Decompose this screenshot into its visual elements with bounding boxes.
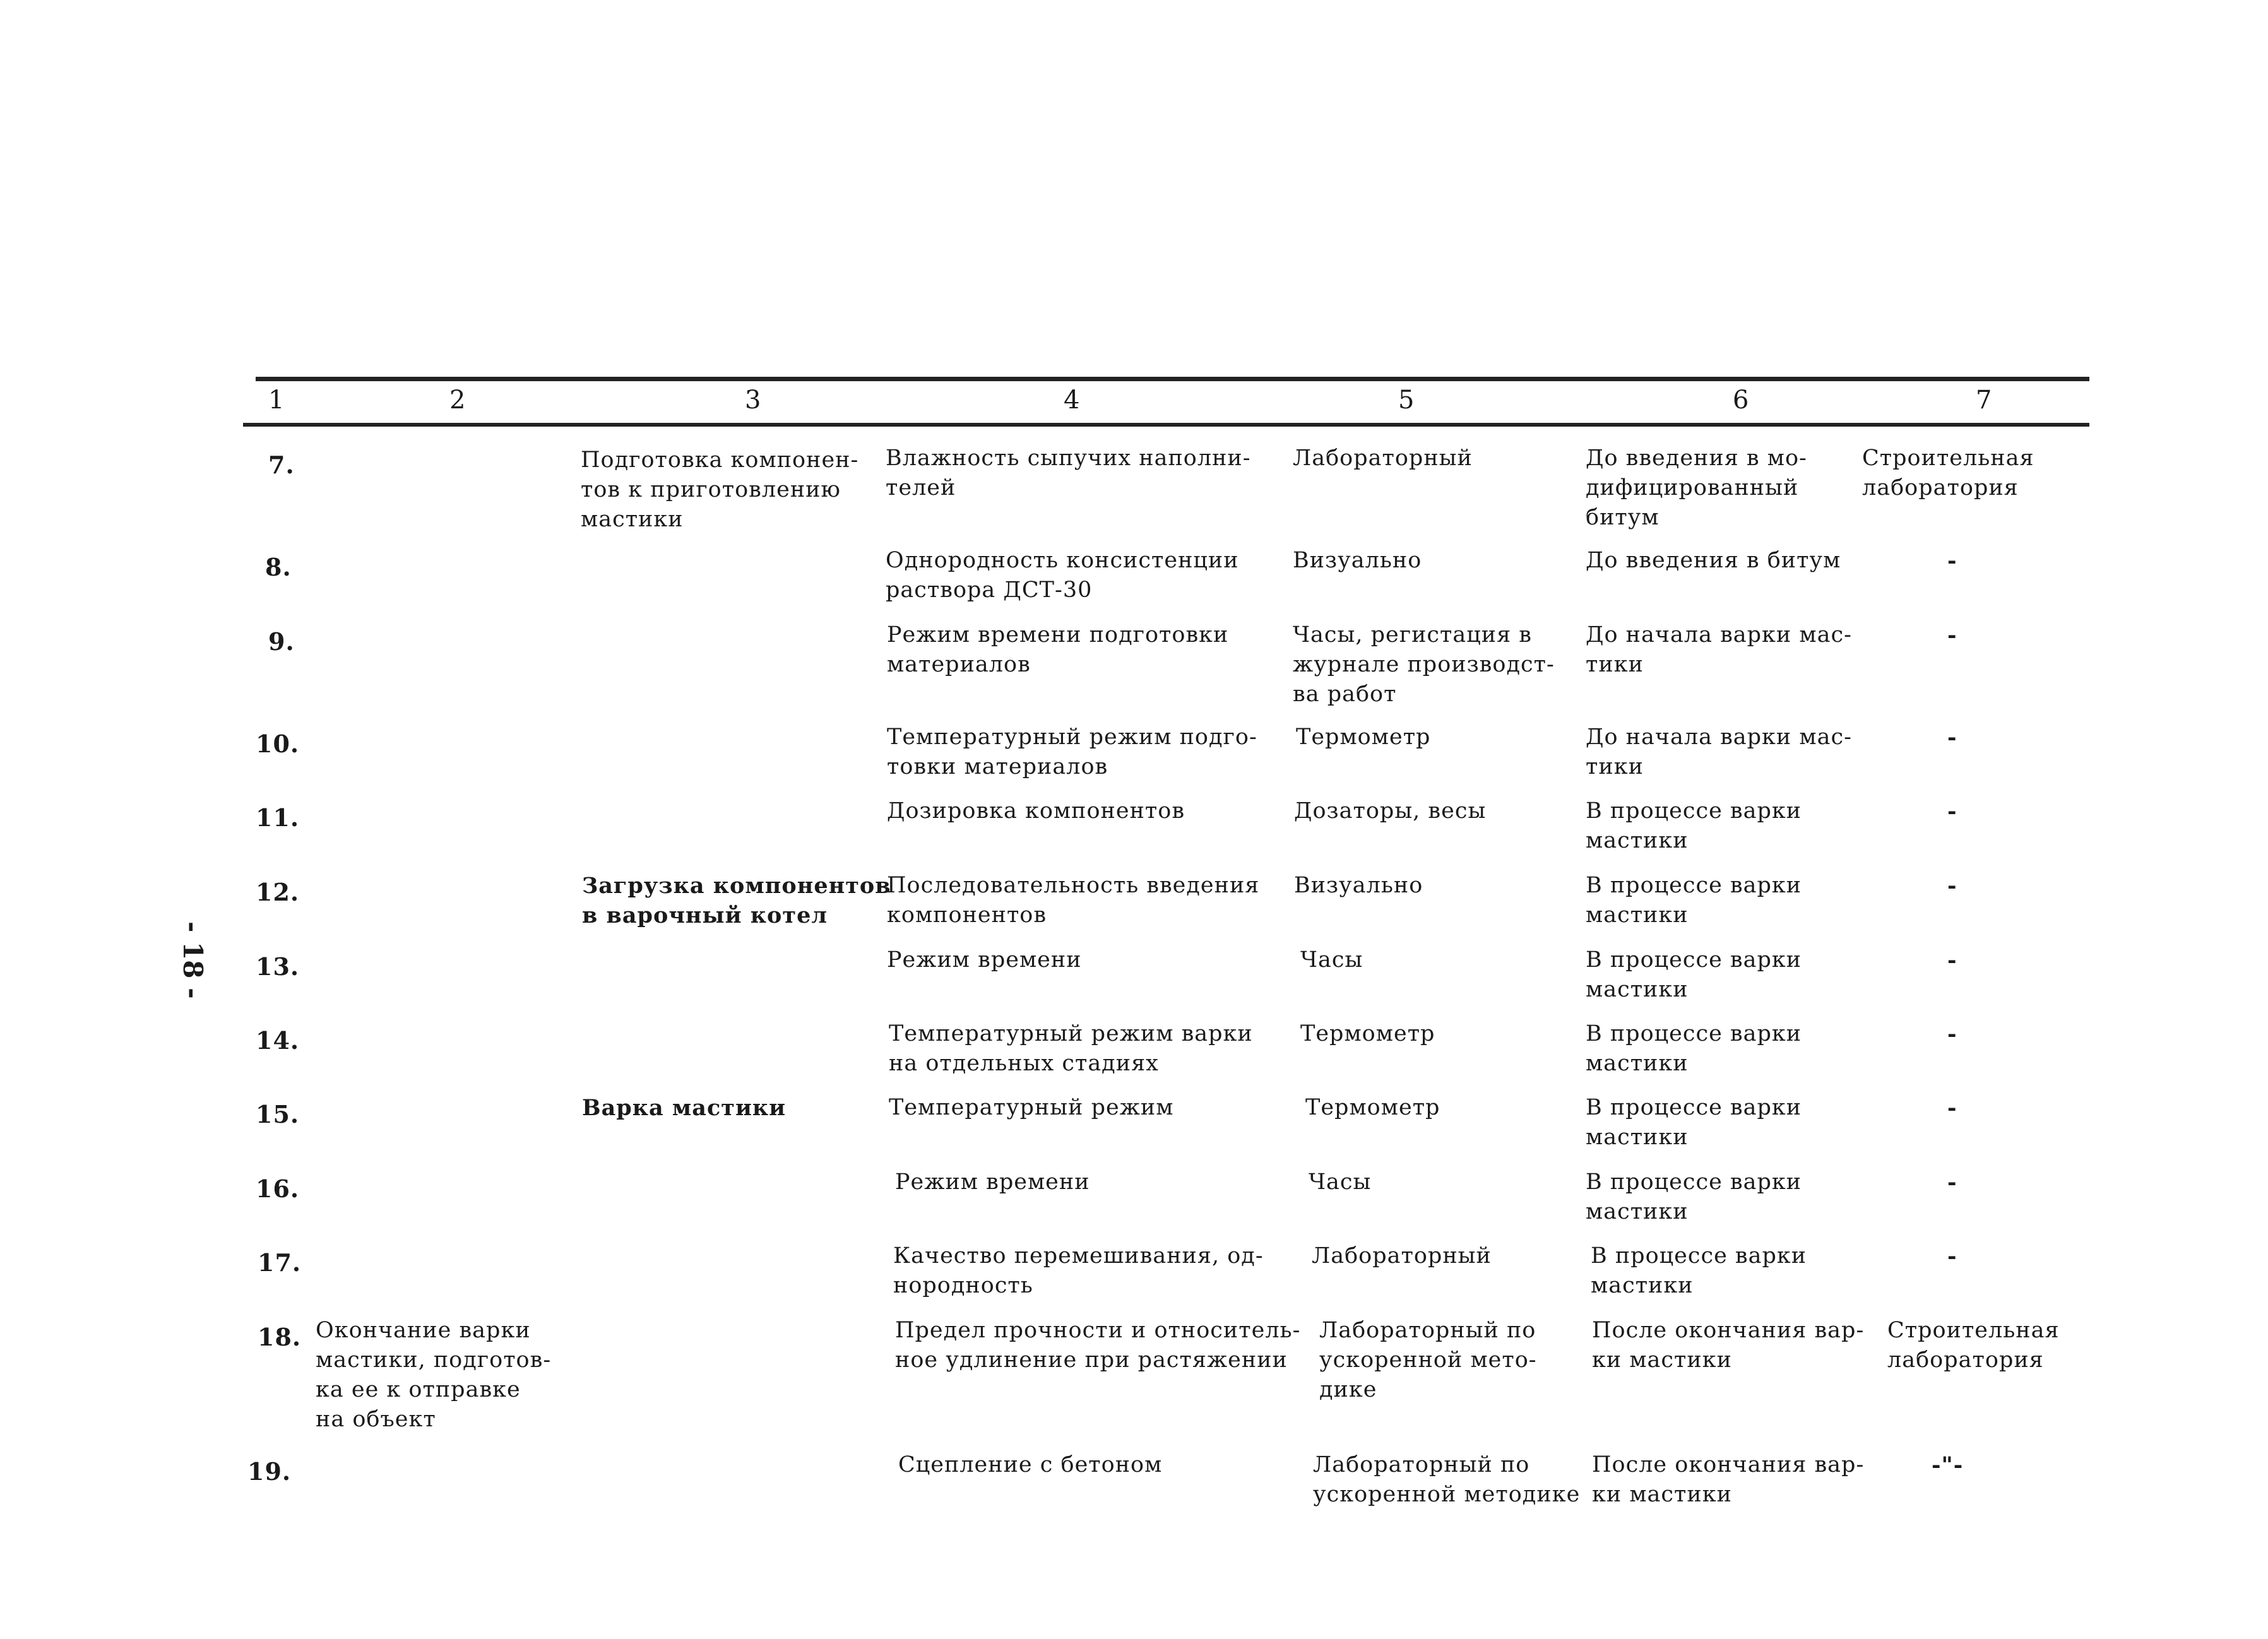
timing-cell: До введения в мо- дифицированный битум bbox=[1586, 446, 1807, 530]
column-header-3: 3 bbox=[745, 386, 761, 415]
timing-cell: В процессе варки мастики bbox=[1591, 1243, 1807, 1298]
method-cell: Визуально bbox=[1294, 873, 1423, 898]
responsible-cell: - bbox=[1947, 947, 1957, 973]
method-cell: Часы bbox=[1300, 947, 1363, 973]
parameter-cell: Температурный режим варки на отдельных стадиях bbox=[889, 1021, 1253, 1076]
column-header-1: 1 bbox=[268, 386, 285, 415]
timing-cell: В процессе варки мастики bbox=[1586, 1169, 1802, 1224]
method-cell: Термометр bbox=[1305, 1095, 1440, 1120]
responsible-cell: - bbox=[1947, 798, 1957, 824]
parameter-cell: Последовательность введения компонентов bbox=[887, 873, 1260, 928]
responsible-cell: - bbox=[1947, 725, 1957, 750]
row-number: 14. bbox=[256, 1026, 300, 1055]
parameter-cell: Однородность консистенции раствора ДСТ-30 bbox=[886, 548, 1239, 603]
timing-cell: В процессе варки мастики bbox=[1586, 1021, 1802, 1076]
parameter-cell: Режим времени подготовки материалов bbox=[887, 622, 1229, 677]
row-number: 19. bbox=[247, 1457, 292, 1486]
timing-cell: В процессе варки мастики bbox=[1586, 873, 1802, 928]
timing-cell: В процессе варки мастики bbox=[1586, 947, 1802, 1002]
method-cell: Дозаторы, весы bbox=[1294, 798, 1487, 824]
row-number: 13. bbox=[256, 952, 300, 981]
parameter-cell: Режим времени bbox=[887, 947, 1082, 973]
stage-cell: Загрузка компонентов в варочный котел bbox=[582, 873, 891, 928]
row-number: 7. bbox=[268, 451, 295, 479]
timing-cell: После окончания вар- ки мастики bbox=[1592, 1452, 1865, 1507]
method-cell: Визуально bbox=[1293, 548, 1422, 573]
parameter-cell: Температурный режим bbox=[889, 1095, 1174, 1120]
method-cell: Лабораторный по ускоренной методике bbox=[1313, 1452, 1581, 1507]
responsible-cell: Строительная лаборатория bbox=[1887, 1318, 2060, 1373]
column-header-6: 6 bbox=[1733, 386, 1749, 415]
parameter-cell: Влажность сыпучих наполни- телей bbox=[886, 446, 1251, 500]
row-number: 12. bbox=[256, 878, 300, 906]
stage-cell: Подготовка компонен- тов к приготовлению мастики bbox=[581, 447, 859, 532]
column-header-7: 7 bbox=[1976, 386, 1992, 415]
operation-cell: Окончание варки мастики, подготов- ка ее к отправке на объект bbox=[316, 1318, 552, 1432]
responsible-cell: - bbox=[1947, 1169, 1957, 1195]
method-cell: Часы, регистация в журнале производст- ва работ bbox=[1293, 622, 1555, 707]
method-cell: Лабораторный по ускоренной мето- дике bbox=[1319, 1318, 1537, 1402]
method-cell: Термометр bbox=[1300, 1021, 1435, 1046]
responsible-cell: - bbox=[1947, 1021, 1957, 1047]
row-number: 17. bbox=[258, 1248, 302, 1277]
method-cell: Лабораторный bbox=[1312, 1243, 1492, 1269]
responsible-cell: Строительная лаборатория bbox=[1862, 446, 2034, 500]
page-number: - 18 - bbox=[177, 921, 208, 999]
column-header-5: 5 bbox=[1398, 386, 1415, 415]
timing-cell: В процессе варки мастики bbox=[1586, 798, 1802, 853]
responsible-cell: - bbox=[1947, 548, 1957, 574]
responsible-cell: - bbox=[1947, 622, 1957, 648]
responsible-cell: - bbox=[1947, 1243, 1957, 1269]
method-cell: Термометр bbox=[1296, 725, 1431, 750]
timing-cell: До начала варки мас- тики bbox=[1586, 725, 1852, 779]
row-number: 15. bbox=[256, 1100, 300, 1128]
method-cell: Лабораторный bbox=[1293, 446, 1473, 471]
parameter-cell: Дозировка компонентов bbox=[887, 798, 1185, 824]
row-number: 8. bbox=[265, 553, 292, 581]
responsible-cell: -"- bbox=[1932, 1452, 1964, 1478]
timing-cell: До начала варки мас- тики bbox=[1586, 622, 1852, 677]
row-number: 16. bbox=[256, 1175, 300, 1203]
row-number: 18. bbox=[258, 1323, 302, 1351]
column-header-2: 2 bbox=[449, 386, 466, 415]
timing-cell: В процессе варки мастики bbox=[1586, 1095, 1802, 1150]
responsible-cell: - bbox=[1947, 873, 1957, 899]
parameter-cell: Качество перемешивания, од- нородность bbox=[893, 1243, 1264, 1298]
parameter-cell: Режим времени bbox=[895, 1169, 1090, 1195]
parameter-cell: Температурный режим подго- товки материалов bbox=[887, 725, 1257, 779]
header-bottom-rule bbox=[243, 423, 2089, 427]
timing-cell: До введения в битум bbox=[1586, 548, 1841, 573]
row-number: 11. bbox=[256, 803, 300, 832]
row-number: 10. bbox=[256, 730, 300, 758]
column-header-4: 4 bbox=[1064, 386, 1080, 415]
parameter-cell: Сцепление с бетоном bbox=[898, 1452, 1163, 1477]
timing-cell: После окончания вар- ки мастики bbox=[1592, 1318, 1865, 1373]
row-number: 9. bbox=[268, 627, 295, 656]
method-cell: Часы bbox=[1309, 1169, 1372, 1195]
parameter-cell: Предел прочности и относитель- ное удлинение при растяжении bbox=[895, 1318, 1301, 1373]
stage-cell: Варка мастики bbox=[582, 1095, 787, 1121]
table-top-rule bbox=[256, 377, 2089, 381]
responsible-cell: - bbox=[1947, 1095, 1957, 1121]
